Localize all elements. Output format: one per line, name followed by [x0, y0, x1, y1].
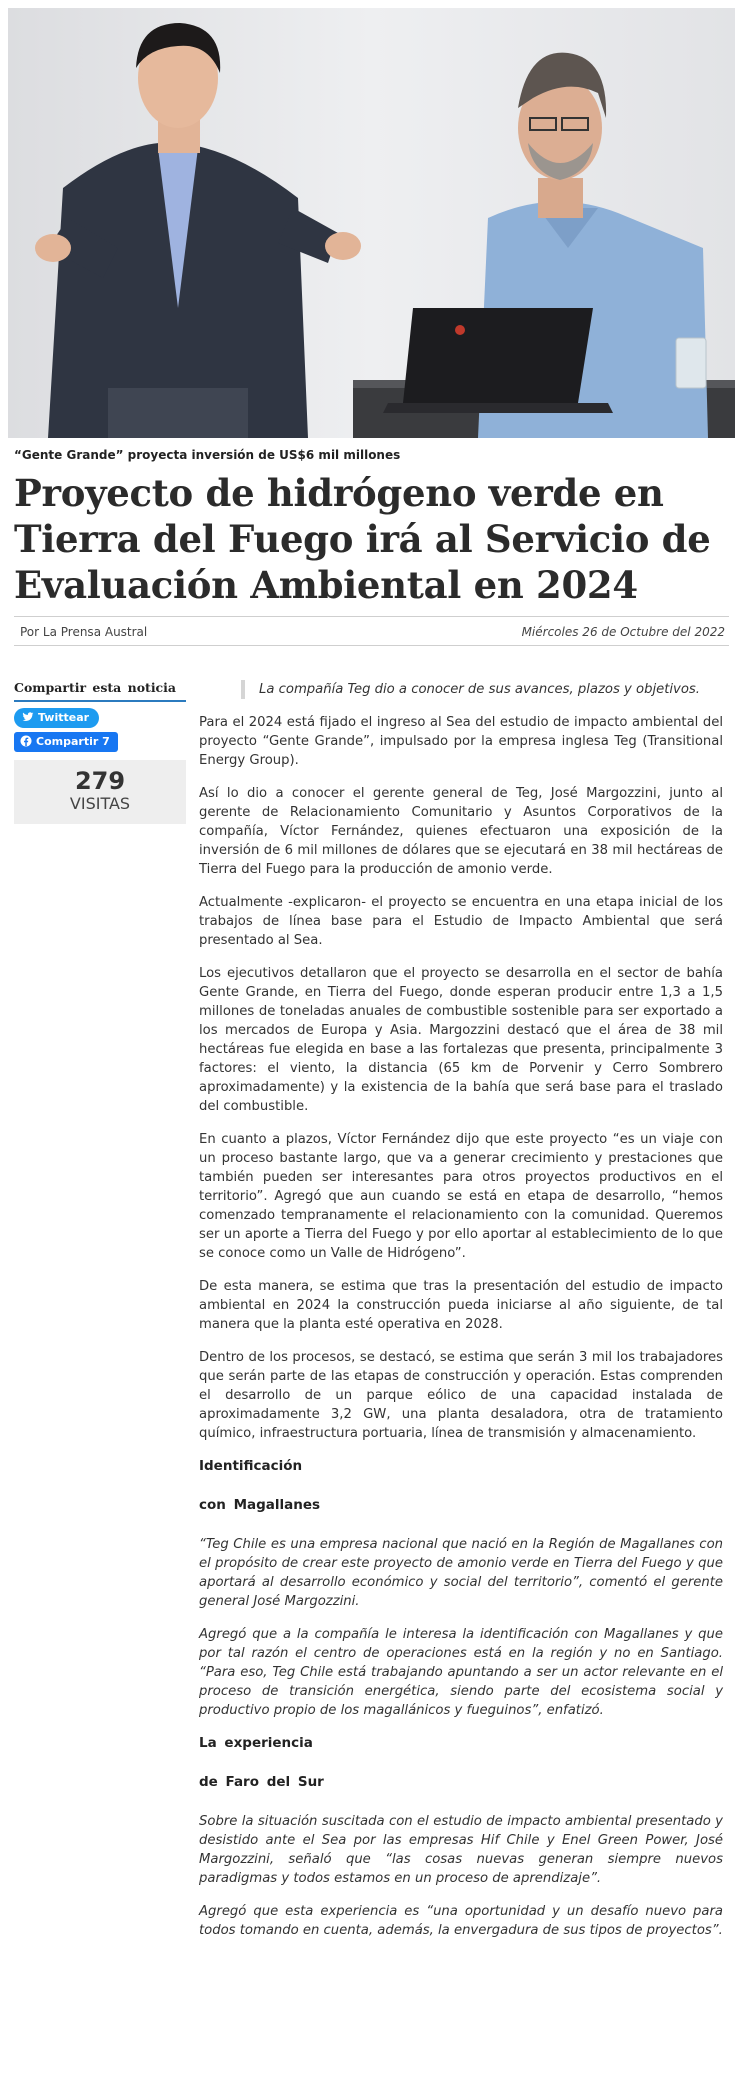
section-heading-magallanes: con Magallanes: [199, 1497, 321, 1513]
article-headline: Proyecto de hidrógeno verde en Tierra del Fuego irá al Servicio de Evaluación Ambiental en 2024: [14, 471, 711, 607]
body-paragraph: Los ejecutivos detallaron que el proyecto se desarrolla en el sector de bahía Gente Grande, en Tierra del Fuego, donde esperan producir entre 1,3 a 1,5 millones de toneladas anuales de combustible sostenible para ser exportado a los mercados de Europa y Asia. Margozzini destacó que el área de 38 mil hectáreas fue elegida en base a las fortalezas que presenta, principalmente 3 factores: el viento, la distancia (65 km de Porvenir y Cerro Sombrero aproximadamente) y la existencia de la bahía que será base para el traslado del combustible.: [199, 966, 723, 1114]
body-paragraph: En cuanto a plazos, Víctor Fernández dijo que este proyecto “es un viaje con un proceso bastante largo, que va a generar crecimiento y prestaciones que también pueden ser interesantes para otros proyectos productivos en el territorio”. Agregó que aun cuando se está en etapa de desarrollo, “hemos comenzado tempranamente el relacionamiento con la comunidad. Queremos ser un aporte a Tierra del Fuego y por ello aportar al establecimiento de lo que se conoce como un Valle de Hidrógeno”.: [199, 1132, 723, 1261]
facebook-icon: [20, 735, 32, 747]
section-heading-identificacion: Identificación: [199, 1458, 303, 1474]
body-paragraph: Así lo dio a conocer el gerente general de Teg, José Margozzini, junto al gerente de Relacionamiento Comunitario y Asuntos Corporativos de la compañía, Víctor Fernández, quienes efectuaron una exposición de la inversión de 6 mil millones de dólares que se ejecutará en 38 mil hectáreas de Tierra del Fuego para la producción de amonio verde.: [199, 786, 723, 877]
hero-photo-illustration: [8, 8, 735, 438]
article-kicker: “Gente Grande” proyecta inversión de US$6 mil millones: [14, 448, 401, 462]
body-paragraph: Dentro de los procesos, se destacó, se estima que serán 3 mil los trabajadores que serán parte de las etapas de construcción y operación. Estas comprenden el desarrollo de un parque eólico de una capacidad instalada de aproximadamente 3,2 GW, una planta desaladora, otra de tratamiento químico, infraestructura portuaria, línea de transmisión y almacenamiento.: [199, 1350, 723, 1441]
body-paragraph: Actualmente -explicaron- el proyecto se encuentra en una etapa inicial de los trabajos de línea base para el Estudio de Impacto Ambiental que será presentado al Sea.: [199, 895, 723, 948]
visits-label: VISITAS: [69, 794, 131, 813]
twitter-bird-icon: [22, 711, 34, 723]
hero-photo: [8, 8, 735, 438]
section-heading-faro-del-sur: de Faro del Sur: [199, 1774, 324, 1790]
article-body: [199, 680, 723, 1954]
quote-paragraph: Agregó que esta experiencia es “una oportunidad y un desafío nuevo para todos tomando en cuenta, además, la envergadura de sus tipos de proyectos”.: [199, 1904, 723, 1938]
byline-bar: [14, 616, 729, 646]
visits-counter: [14, 760, 186, 824]
twitter-share-label: Twittear: [38, 711, 90, 724]
article-lead: La compañía Teg dio a conocer de sus avances, plazos y objetivos.: [241, 680, 723, 699]
facebook-share-label: Compartir 7: [36, 735, 110, 748]
article-author: Por La Prensa Austral: [20, 625, 148, 639]
body-paragraph: De esta manera, se estima que tras la presentación del estudio de impacto ambiental en 2024 la construcción pueda iniciarse al año siguiente, de tal manera que la planta esté operativa en 2028.: [199, 1279, 723, 1332]
article-date: Miércoles 26 de Octubre del 2022: [521, 625, 725, 639]
body-paragraph: Para el 2024 está fijado el ingreso al Sea del estudio de impacto ambiental del proyecto “Gente Grande”, impulsado por la empresa inglesa Teg (Transitional Energy Group).: [199, 715, 723, 768]
twitter-share-button[interactable]: [14, 708, 99, 728]
quote-paragraph: “Teg Chile es una empresa nacional que nació en la Región de Magallanes con el propósito de crear este proyecto de amonio verde en Tierra del Fuego y que aportará al desarrollo económico y social del territorio”, comentó el gerente general José Margozzini.: [199, 1537, 723, 1609]
quote-paragraph: Agregó que a la compañía le interesa la identificación con Magallanes y que por tal razón el centro de operaciones está en la región y no en Santiago. “Para eso, Teg Chile está trabajando apuntando a ser un actor relevante en el proceso de transición energética, siendo parte del ecosistema social y productivo propio de los magallánicos y fueguinos”, enfatizó.: [199, 1627, 723, 1718]
facebook-share-button[interactable]: [14, 732, 118, 752]
share-sidebar: [14, 680, 186, 824]
visits-count: 279: [74, 767, 126, 795]
quote-paragraph: Sobre la situación suscitada con el estudio de impacto ambiental presentado y desistido ante el Sea por las empresas Hif Chile y Enel Green Power, José Margozzini, señaló que “las cosas nuevas generan siempre nuevos paradigmas y todos estamos en un proceso de aprendizaje”.: [199, 1814, 723, 1886]
share-title: Compartir esta noticia: [14, 680, 186, 702]
section-heading-experiencia: La experiencia: [199, 1735, 313, 1751]
